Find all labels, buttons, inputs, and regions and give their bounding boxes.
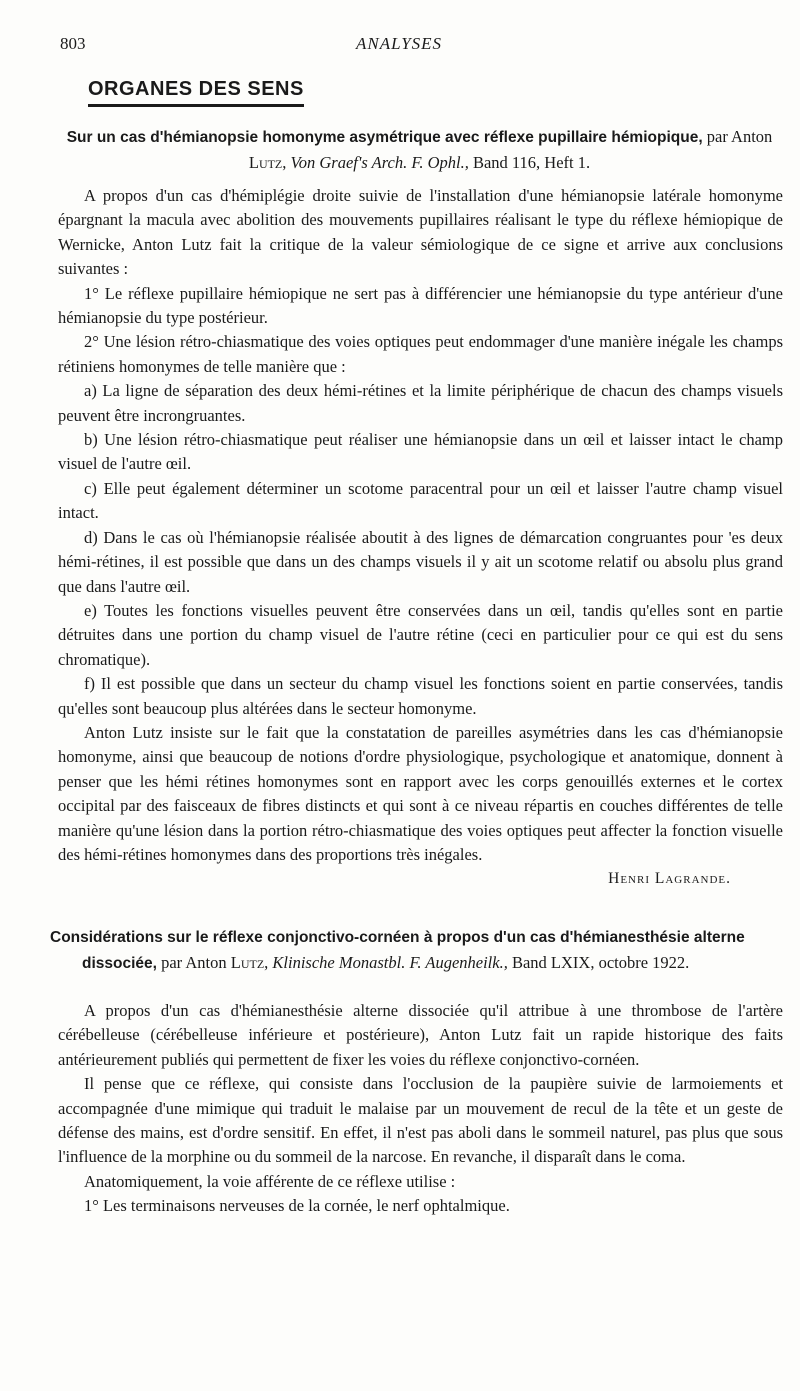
article-title	[50, 924, 783, 976]
page-number: 803	[60, 34, 86, 53]
article-journal: Klinische Monastbl. F. Augenheilk.,	[268, 953, 508, 972]
paragraph: 2° Une lésion rétro-chiasmatique des voies optiques peut endommager d'une manière inégale les champs rétiniens homonymes de telle manière que :	[58, 332, 783, 376]
article-volume: Band LXIX, octobre 1922.	[507, 953, 690, 972]
article-by: par Anton	[702, 127, 773, 146]
paragraph: d) Dans le cas où l'hémianopsie réalisée aboutit à des lignes de démarcation congruantes pour 'es deux hémi-rétines, il est possible que dans un des champs visuels il y ait un scotome relatif ou absolu plus grand que dans l'autre œil.	[58, 527, 783, 596]
paragraph: c) Elle peut également déterminer un scotome paracentral pour un œil et laisser l'autre champ visuel intact.	[58, 478, 783, 523]
article-journal: Von Graef's Arch. F. Ophl.,	[286, 153, 469, 172]
running-head	[60, 34, 760, 56]
article-body	[50, 999, 783, 1219]
article-title-bold: Sur un cas d'hémianopsie homonyme asymétrique avec réflexe pupillaire hémiopique,	[66, 129, 703, 146]
paragraph: A propos d'un cas d'hémianesthésie alterne dissociée qu'il attribue à une thrombose de l'artère cérébelleuse (cérébelleuse inférieure et postérieure), Anton Lutz fait un rapide historique des faits antérieurement publiés qui permettent de fixer les voies du réflexe conjonctivo-cornéen.	[58, 1001, 783, 1069]
section-heading: ORGANES DES SENS	[88, 78, 304, 107]
author-signature: Henri Lagrande.	[608, 870, 731, 888]
article-by: par Anton	[156, 953, 231, 972]
paragraph: b) Une lésion rétro-chiasmatique peut réaliser une hémianopsie dans un œil et laisser intact le champ visuel de l'autre œil.	[58, 430, 783, 474]
paragraph: Il pense que ce réflexe, qui consiste dans l'occlusion de la paupière suivie de larmoiements et accompagnée d'une mimique qui traduit le malaise par un mouvement de recul de la tête et un geste de défense des mains, est d'ordre sensitif. En effet, il n'est pas aboli dans le sommeil naturel, pas plus que sous l'influence de la morphine ou du sommeil de la narcose. En revanche, il disparaît dans le coma.	[58, 1074, 783, 1167]
article-reflexe-conjonctivo-corneen	[50, 924, 783, 1219]
paragraph: Anton Lutz insiste sur le fait que la constatation de pareilles asymétries dans les cas d'hémianopsie homonyme, ainsi que beaucoup de notions d'ordre physiologique, psychologique et anatomique, donnent à penser que les hémi rétines homonymes sont en rapport avec les corps genouillés externes et le cortex occipital par des faisceaux de fibres distincts et qui sont à ce niveau répartis en couches différentes de telle manière qu'une lésion dans la portion rétro-chiasmatique des voies optiques peut affecter la fonction visuelle des hémi-rétines homonymes dans des proportions très inégales.	[58, 722, 783, 864]
paragraph: f) Il est possible que dans un secteur du champ visuel les fonctions soient en partie conservées, tandis qu'elles sont beaucoup plus altérées dans le secteur homonyme.	[58, 674, 783, 718]
paragraph: e) Toutes les fonctions visuelles peuvent être conservées dans un œil, tandis qu'elles sont en partie détruites dans une portion du champ visuel de l'autre rétine (ceci en particulier pour ce qui est du sens chromatique).	[58, 600, 783, 669]
article-author: Lutz,	[230, 953, 269, 972]
paragraph: A propos d'un cas d'hémiplégie droite suivie de l'installation d'une hémianopsie latérale homonyme épargnant la macula avec abolition des mouvements pupillaires réalisant le type du réflexe hémiopique de Wernicke, Anton Lutz fait la critique de la valeur sémiologique de ce signe et arrive aux conclusions suivantes :	[58, 186, 783, 279]
paragraph: a) La ligne de séparation des deux hémi-rétines et la limite périphérique de chacun des champs visuels peuvent être incrongruantes.	[58, 381, 783, 425]
paragraph: Anatomiquement, la voie afférente de ce réflexe utilise :	[84, 1171, 456, 1191]
article-body	[50, 184, 783, 867]
running-title: ANALYSES	[356, 34, 443, 53]
paragraph: 1° Le réflexe pupillaire hémiopique ne sert pas à différencier une hémianopsie du type antérieur d'une hémianopsie du type postérieur.	[58, 283, 783, 328]
article-title	[50, 124, 783, 175]
paragraph: 1° Les terminaisons nerveuses de la cornée, le nerf ophtalmique.	[84, 1196, 510, 1216]
article-hemianopsie	[50, 124, 783, 891]
article-title-bold: Considérations sur le réflexe conjonctivo-cornéen à propos d'un cas d'hémianesthésie alterne dissociée,	[50, 929, 745, 972]
article-author: Lutz,	[248, 153, 287, 172]
article-volume: Band 116, Heft 1.	[468, 153, 591, 172]
